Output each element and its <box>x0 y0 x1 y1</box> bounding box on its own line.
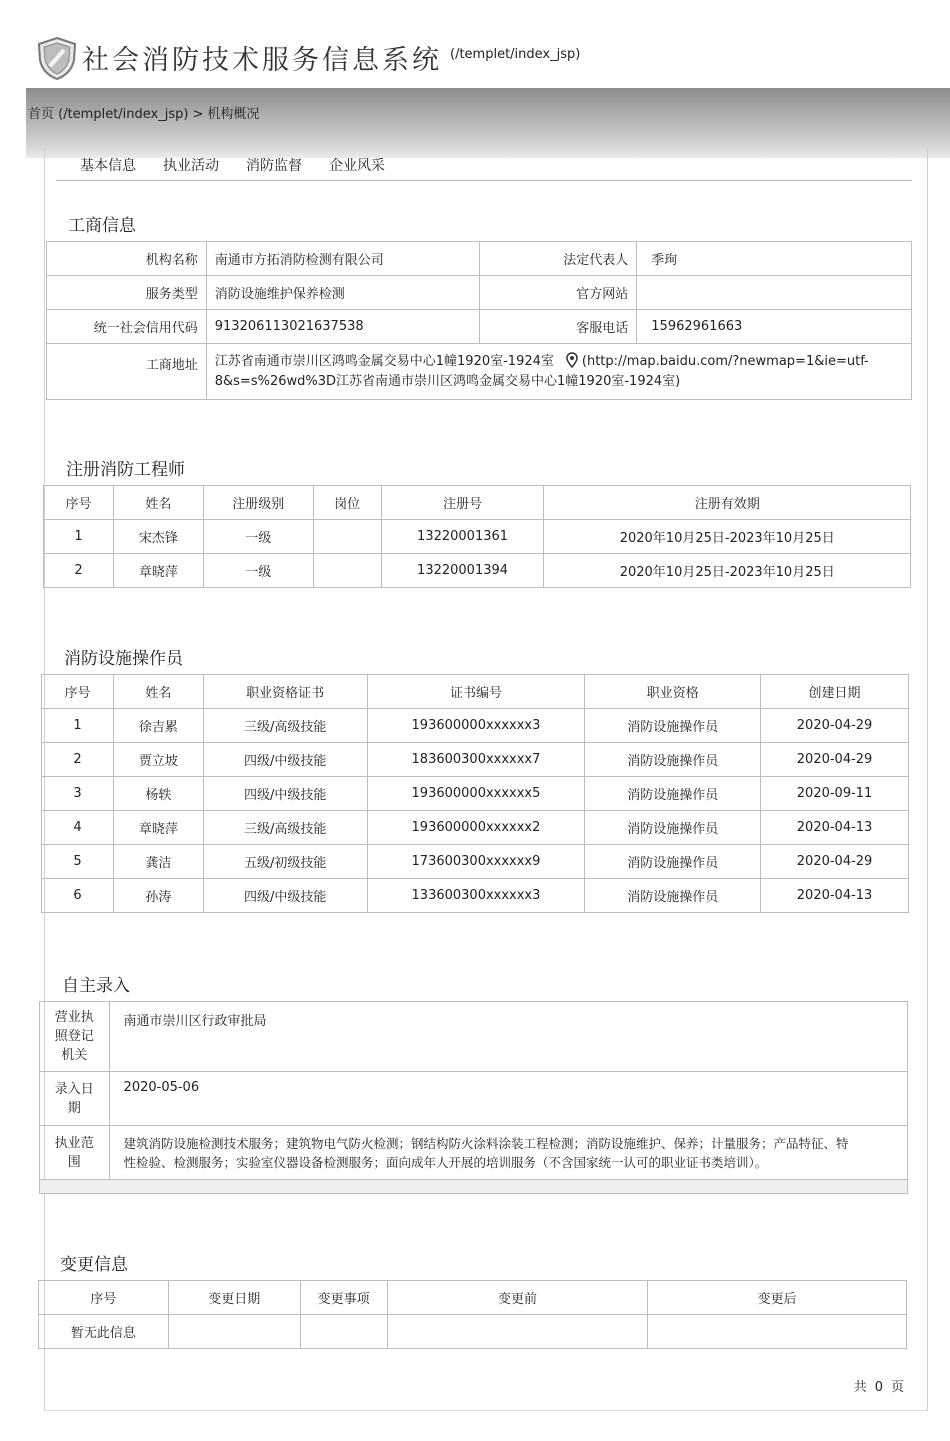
cell: 2020年10月25日-2023年10月25日 <box>544 554 911 588</box>
cell: 173600300xxxxxx9 <box>367 845 585 879</box>
breadcrumb <box>28 103 259 122</box>
breadcrumb-separator: > <box>192 107 204 122</box>
cell: 193600000xxxxxx2 <box>367 811 585 845</box>
self-entry-title: 自主录入 <box>62 976 130 996</box>
col-header: 注册号 <box>381 486 544 520</box>
cell: 四级/中级技能 <box>203 743 367 777</box>
cell: 四级/中级技能 <box>203 879 367 913</box>
cell: 徐吉累 <box>113 709 203 743</box>
service-type-label: 服务类型 <box>47 276 207 310</box>
breadcrumb-current: 机构概况 <box>207 107 260 122</box>
col-header: 姓名 <box>113 486 203 520</box>
table-row <box>39 1315 907 1349</box>
page-count: 0 <box>874 1380 883 1395</box>
hotline-value: 15962961663 <box>637 310 912 344</box>
tab-basic-info[interactable]: 基本信息 <box>80 158 136 174</box>
cell: 贾立坡 <box>113 743 203 777</box>
cell: 四级/中级技能 <box>203 777 367 811</box>
cell: 2020-04-29 <box>761 743 909 777</box>
cell: 消防设施操作员 <box>585 743 761 777</box>
pager-suffix: 页 <box>890 1380 904 1395</box>
label-line: 执业范 <box>54 1135 94 1151</box>
cell: 章晓萍 <box>113 811 203 845</box>
label-line: 期 <box>67 1100 81 1116</box>
business-scope-value <box>109 1126 907 1180</box>
cell: 2020-04-29 <box>761 709 909 743</box>
cell: 孙涛 <box>113 879 203 913</box>
hotline-label: 客服电话 <box>479 310 637 344</box>
website-label: 官方网站 <box>479 276 637 310</box>
pager-prefix: 共 <box>853 1380 867 1395</box>
table-header-row <box>39 1281 907 1315</box>
cell: 消防设施操作员 <box>585 845 761 879</box>
label-line: 机关 <box>61 1048 88 1063</box>
cell: 三级/高级技能 <box>203 709 367 743</box>
cell: 2020-09-11 <box>761 777 909 811</box>
cell: 13220001394 <box>381 554 544 588</box>
cell: 6 <box>42 879 114 913</box>
map-link[interactable]: (http://map.baidu.com/?newmap=1&ie=utf- <box>581 353 869 369</box>
changes-title: 变更信息 <box>60 1255 128 1275</box>
cell: 2020-04-29 <box>761 845 909 879</box>
breadcrumb-home-link[interactable]: 首页 (/templet/index_jsp) <box>28 107 189 122</box>
cell <box>387 1315 648 1349</box>
table-row <box>40 1126 908 1180</box>
operators-title: 消防设施操作员 <box>64 649 183 669</box>
col-header: 姓名 <box>113 675 203 709</box>
self-entry-table <box>39 1001 908 1194</box>
col-header: 岗位 <box>313 486 381 520</box>
cell: 4 <box>42 811 114 845</box>
entry-date-value: 2020-05-06 <box>109 1072 907 1126</box>
tab-practice-activities[interactable]: 执业活动 <box>163 158 219 174</box>
cell: 五级/初级技能 <box>203 845 367 879</box>
title-link[interactable]: (/templet/index_jsp) <box>450 47 581 62</box>
cell: 1 <box>42 709 114 743</box>
cell: 3 <box>42 777 114 811</box>
operators-table <box>41 674 909 913</box>
cell <box>168 1315 300 1349</box>
pager <box>850 1376 908 1395</box>
cell: 13220001361 <box>381 520 544 554</box>
cell <box>648 1315 907 1349</box>
table-row <box>42 743 909 777</box>
cell: 一级 <box>203 520 313 554</box>
address-cell <box>206 344 911 400</box>
cell: 2020-04-13 <box>761 879 909 913</box>
col-header: 变更后 <box>648 1281 907 1315</box>
shield-logo-icon <box>36 36 78 80</box>
cell: 2 <box>42 743 114 777</box>
cell: 杨轶 <box>113 777 203 811</box>
col-header: 注册有效期 <box>544 486 911 520</box>
tab-divider <box>56 180 912 181</box>
col-header: 变更事项 <box>300 1281 387 1315</box>
service-type-value: 消防设施维护保养检测 <box>206 276 479 310</box>
col-header: 创建日期 <box>761 675 909 709</box>
address-value: 江苏省南通市崇川区鸿鸣金属交易中心1幢1920室-1924室 <box>214 353 554 369</box>
cell: 133600300xxxxxx3 <box>367 879 585 913</box>
tab-bar <box>80 155 412 175</box>
cell <box>300 1315 387 1349</box>
label-line: 营业执 <box>54 1010 94 1025</box>
table-row <box>40 1002 908 1072</box>
tab-fire-supervision[interactable]: 消防监督 <box>246 158 302 174</box>
label-line: 照登记 <box>54 1029 94 1044</box>
legal-rep-value: 季珣 <box>637 242 912 276</box>
label-line: 录入日 <box>54 1081 94 1097</box>
entry-date-label <box>40 1072 110 1126</box>
table-row <box>40 1072 908 1126</box>
business-scope-label <box>40 1126 110 1180</box>
address-label: 工商地址 <box>47 344 207 400</box>
table-row <box>44 554 911 588</box>
empty-message: 暂无此信息 <box>39 1315 169 1349</box>
cell: 5 <box>42 845 114 879</box>
table-footer <box>40 1180 908 1194</box>
cell: 2 <box>44 554 114 588</box>
business-info-title: 工商信息 <box>68 216 136 236</box>
cell: 2020-04-13 <box>761 811 909 845</box>
cell: 一级 <box>203 554 313 588</box>
changes-table <box>38 1280 907 1349</box>
org-name-value: 南通市方拓消防检测有限公司 <box>206 242 479 276</box>
business-info-table <box>46 241 912 400</box>
cell: 193600000xxxxxx5 <box>367 777 585 811</box>
cell: 消防设施操作员 <box>585 879 761 913</box>
col-header: 注册级别 <box>203 486 313 520</box>
col-header: 序号 <box>44 486 114 520</box>
table-row <box>42 811 909 845</box>
cell: 龚洁 <box>113 845 203 879</box>
engineers-table <box>43 485 911 588</box>
col-header: 变更日期 <box>168 1281 300 1315</box>
col-header: 变更前 <box>387 1281 648 1315</box>
cell: 消防设施操作员 <box>585 709 761 743</box>
table-row <box>42 709 909 743</box>
label-line: 围 <box>67 1154 81 1170</box>
col-header: 职业资格 <box>585 675 761 709</box>
table-header-row <box>42 675 909 709</box>
engineers-title: 注册消防工程师 <box>66 460 185 480</box>
location-pin-icon[interactable] <box>566 352 578 368</box>
site-title: 社会消防技术服务信息系统 <box>82 45 442 76</box>
tab-company-style[interactable]: 企业风采 <box>329 158 385 174</box>
cell: 消防设施操作员 <box>585 811 761 845</box>
map-link-continued[interactable]: 8&s=s%26wd%3D江苏省南通市崇川区鸿鸣金属交易中心1幢1920室-1924室) <box>214 373 681 389</box>
cell: 三级/高级技能 <box>203 811 367 845</box>
col-header: 证书编号 <box>367 675 585 709</box>
cell: 消防设施操作员 <box>585 777 761 811</box>
cell <box>313 554 381 588</box>
registration-authority-value: 南通市崇川区行政审批局 <box>109 1002 907 1072</box>
cell: 章晓萍 <box>113 554 203 588</box>
registration-authority-label <box>40 1002 110 1072</box>
table-footer-row <box>40 1180 908 1194</box>
table-header-row <box>44 486 911 520</box>
legal-rep-label: 法定代表人 <box>479 242 637 276</box>
col-header: 序号 <box>42 675 114 709</box>
cell: 183600300xxxxxx7 <box>367 743 585 777</box>
credit-code-label: 统一社会信用代码 <box>47 310 207 344</box>
table-row <box>42 777 909 811</box>
scope-line: 性检验、检测服务；实验室仪器设备检测服务；面向成年人开展的培训服务（不含国家统一认可的职业证书类培训）。 <box>123 1154 768 1170</box>
website-value[interactable] <box>637 276 912 310</box>
org-name-label: 机构名称 <box>47 242 207 276</box>
table-row <box>44 520 911 554</box>
cell: 1 <box>44 520 114 554</box>
table-row <box>42 879 909 913</box>
table-row <box>42 845 909 879</box>
credit-code-value: 913206113021637538 <box>206 310 479 344</box>
col-header: 职业资格证书 <box>203 675 367 709</box>
cell: 193600000xxxxxx3 <box>367 709 585 743</box>
cell: 宋杰锋 <box>113 520 203 554</box>
cell <box>313 520 381 554</box>
scope-line: 建筑消防设施检测技术服务；建筑物电气防火检测；钢结构防火涂料涂装工程检测；消防设施维护、保养；计量服务；产品特征、特 <box>123 1135 849 1151</box>
cell: 2020年10月25日-2023年10月25日 <box>544 520 911 554</box>
col-header: 序号 <box>39 1281 169 1315</box>
